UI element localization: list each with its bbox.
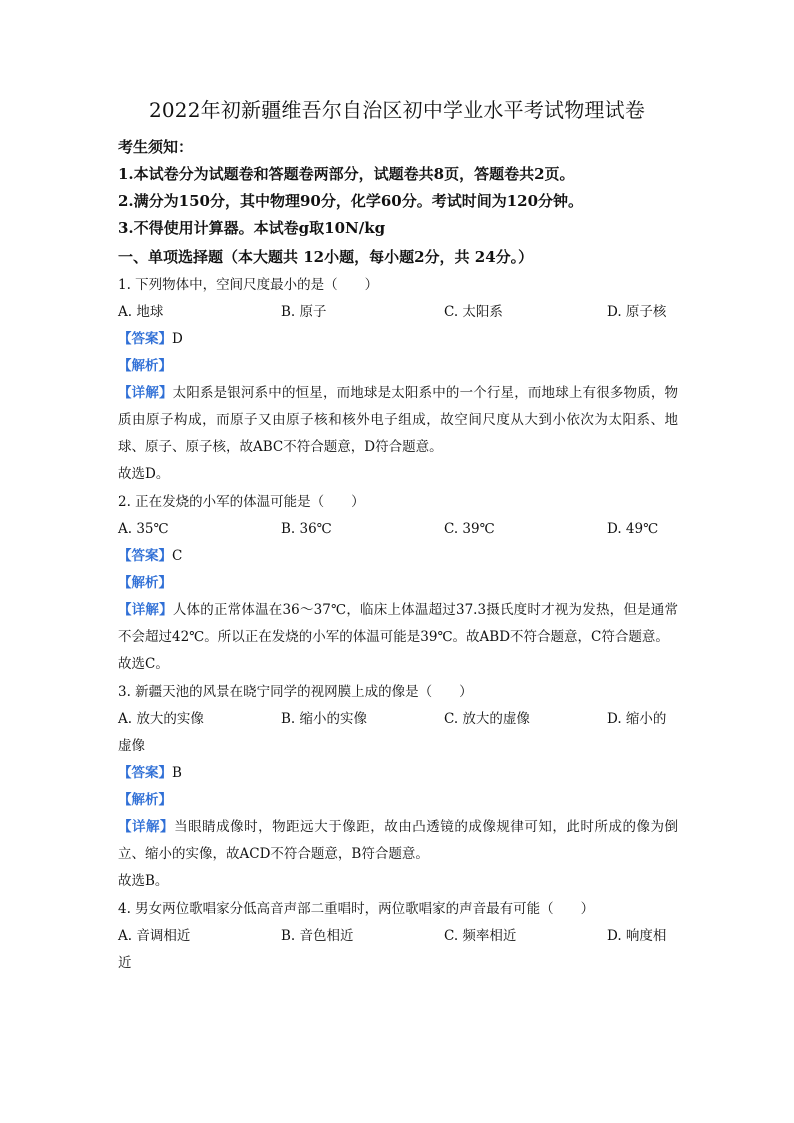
conclusion-line: 故选B。 <box>118 873 169 889</box>
section-heading: 一、单项选择题（本大题共 12小题，每小题2分，共 24分。） <box>118 248 534 266</box>
question-block <box>118 272 679 488</box>
option: A. 35℃ <box>118 521 169 537</box>
notice-item: 3.不得使用计算器。本试卷g取10N/kg <box>118 219 386 237</box>
answer-line <box>118 760 676 787</box>
answer-label: 【答案】 <box>118 765 172 781</box>
answer-label: 【答案】 <box>118 331 172 347</box>
answer-value: C <box>172 548 183 564</box>
question-block <box>118 489 676 678</box>
notice-item: 2.满分为150分，其中物理90分，化学60分。考试时间为120分钟。 <box>118 192 584 210</box>
analysis-line <box>118 353 676 380</box>
option: B. 36℃ <box>281 521 332 537</box>
option: A. 地球 <box>118 304 164 320</box>
analysis-label: 【解析】 <box>118 792 172 808</box>
analysis-line <box>118 570 676 597</box>
answer-line <box>118 543 676 570</box>
notice-heading: 考生须知： <box>118 138 194 156</box>
detail-paragraph <box>118 597 678 651</box>
option: C. 39℃ <box>444 521 495 537</box>
question-block <box>118 679 679 895</box>
option: B. 缩小的实像 <box>281 711 368 727</box>
conclusion-line: 故选C。 <box>118 656 169 672</box>
detail-text: 当眼睛成像时，物距远大于像距，故由凸透镜的成像规律可知，此时所成的像为倒立、缩小的实像，故ACD不符合题意，B符合题意。 <box>118 819 679 862</box>
answer-value: B <box>172 765 182 781</box>
option: A. 音调相近 <box>118 928 191 944</box>
answer-line <box>118 326 676 353</box>
question-options <box>118 923 678 950</box>
question-stem: 2. 正在发烧的小军的体温可能是（ ） <box>118 494 365 510</box>
question-options <box>118 299 678 326</box>
detail-label: 【详解】 <box>118 819 175 835</box>
detail-label: 【详解】 <box>118 602 173 618</box>
notice-item: 1.本试卷分为试题卷和答题卷两部分，试题卷共8页，答题卷共2页。 <box>118 165 575 183</box>
detail-paragraph <box>118 814 678 868</box>
analysis-label: 【解析】 <box>118 358 172 374</box>
option: C. 放大的虚像 <box>444 711 530 727</box>
detail-text: 人体的正常体温在36～37℃，临床上体温超过37.3摄氏度时才视为发热，但是通常不会超过42℃。所以正在发烧的小军的体温可能是39℃。故ABD不符合题意，C符合题意。 <box>118 602 678 645</box>
option: C. 频率相近 <box>444 928 517 944</box>
option: D. 缩小的 <box>607 711 667 727</box>
detail-label: 【详解】 <box>118 385 173 401</box>
option: D. 49℃ <box>607 521 659 537</box>
analysis-label: 【解析】 <box>118 575 172 591</box>
question-stem: 3. 新疆天池的风景在晓宁同学的视网膜上成的像是（ ） <box>118 684 473 700</box>
detail-paragraph <box>118 380 678 461</box>
question-block <box>118 896 676 977</box>
question-options <box>118 706 678 733</box>
option-wrap: 虚像 <box>118 738 145 754</box>
question-stem: 4. 男女两位歌唱家分低高音声部二重唱时，两位歌唱家的声音最有可能（ ） <box>118 901 595 917</box>
answer-label: 【答案】 <box>118 548 172 564</box>
option-wrap: 近 <box>118 955 132 971</box>
question-options <box>118 516 678 543</box>
option: A. 放大的实像 <box>118 711 204 727</box>
conclusion-line: 故选D。 <box>118 466 170 482</box>
exam-title: 2022年初新疆维吾尔自治区初中学业水平考试物理试卷 <box>148 98 646 122</box>
detail-text: 太阳系是银河系中的恒星，而地球是太阳系中的一个行星，而地球上有很多物质，物质由原子构成，而原子又由原子核和核外电子组成，故空间尺度从大到小依次为太阳系、地球、原子、原子核，故ABC不符合题意，D符合题意。 <box>118 385 679 455</box>
option: D. 响度相 <box>607 928 667 944</box>
option: B. 原子 <box>281 304 327 320</box>
answer-value: D <box>172 331 183 347</box>
analysis-line <box>118 787 676 814</box>
option: B. 音色相近 <box>281 928 354 944</box>
option: D. 原子核 <box>607 304 667 320</box>
option: C. 太阳系 <box>444 304 503 320</box>
question-stem: 1. 下列物体中，空间尺度最小的是（ ） <box>118 277 379 293</box>
